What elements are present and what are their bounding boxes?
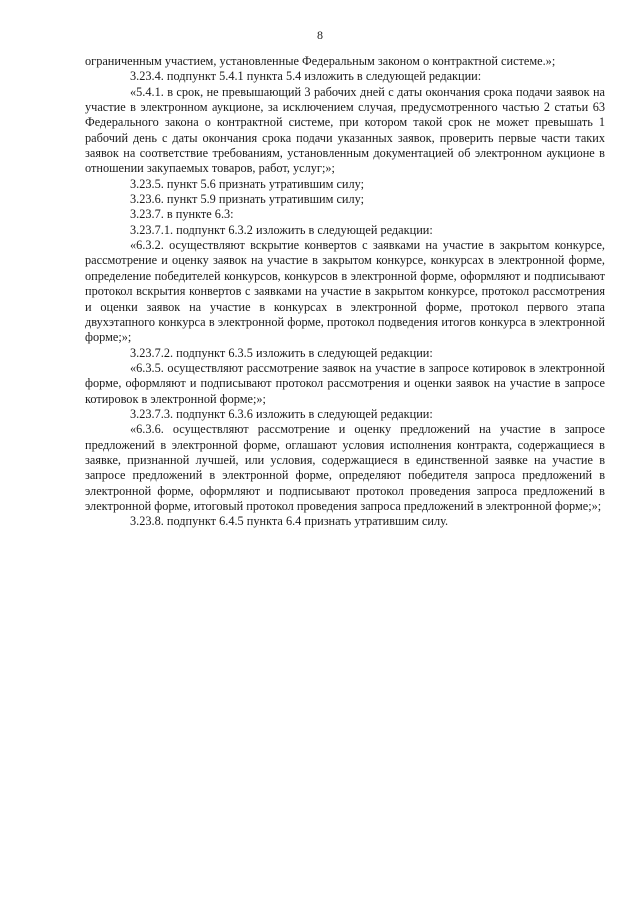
paragraph-3-23-7-1: 3.23.7.1. подпункт 6.3.2 изложить в следующей редакции: bbox=[130, 222, 433, 237]
paragraph-3-23-7-3: 3.23.7.3. подпункт 6.3.6 изложить в следующей редакции: bbox=[130, 406, 433, 421]
paragraph-3-23-7: 3.23.7. в пункте 6.3: bbox=[130, 207, 234, 222]
document-body bbox=[85, 54, 605, 530]
paragraph-quote-5-4-1: «5.4.1. в срок, не превышающий 3 рабочих дней с даты окончания срока подачи заявок на участие в электронном аукционе, за исключением случая, предусмотренного частью 2 статьи 63 Федерального закона о контрактной системе, при котором такой срок не может превышать 1 рабочий день с даты окончания срока подачи указанных заявок, проверить первые части таких заявок на соответствие требованиям, установленным документацией об электронном аукционе в отношении закупаемых товаров, работ, услуг;»; bbox=[85, 84, 605, 176]
paragraph-quote-6-3-2: «6.3.2. осуществляют вскрытие конвертов с заявками на участие в закрытом конкурсе, рассмотрение и оценку заявок на участие в закрытом конкурсе, конкурсах в электронной форме, определение победителей конкурсов, конкурсов в электронной форме, оформляют и подписывают протокол вскрытия конвертов с заявками на участие в закрытом конкурсе, протокол рассмотрения и оценки заявок на участие в конкурсах в электронной форме, протокол первого этапа двухэтапного конкурса в электронной форме, протокол подведения итогов конкурса в электронной форме;»; bbox=[85, 238, 605, 345]
paragraph-3-23-4: 3.23.4. подпункт 5.4.1 пункта 5.4 изложить в следующей редакции: bbox=[130, 69, 482, 84]
page-number: 8 bbox=[317, 28, 323, 42]
paragraph-continuation: ограниченным участием, установленные Федеральным законом о контрактной системе.»; bbox=[85, 54, 556, 68]
paragraph-3-23-8: 3.23.8. подпункт 6.4.5 пункта 6.4 признать утратившим силу. bbox=[130, 514, 449, 529]
paragraph-quote-6-3-6: «6.3.6. осуществляют рассмотрение и оценку предложений на участие в запросе предложений в электронной форме, оглашают условия исполнения контракта, содержащиеся в заявке, признанной лучшей, или условия, содержащиеся в единственной заявке на участие в запросе предложений в электронной форме, определяют победителя запроса предложений в электронной форме, оформляют и подписывают протокол проведения запроса предложений в электронной форме, итоговый протокол проведения запроса предложений в электронной форме;»; bbox=[85, 422, 605, 513]
paragraph-quote-6-3-5: «6.3.5. осуществляют рассмотрение заявок на участие в запросе котировок в электронной форме, оформляют и подписывают протокол рассмотрения и оценки заявок на участие в запросе котировок в электронной форме;»; bbox=[85, 360, 605, 406]
paragraph-3-23-7-2: 3.23.7.2. подпункт 6.3.5 изложить в следующей редакции: bbox=[130, 345, 433, 360]
paragraph-3-23-6: 3.23.6. пункт 5.9 признать утратившим силу; bbox=[130, 192, 365, 207]
paragraph-3-23-5: 3.23.5. пункт 5.6 признать утратившим силу; bbox=[130, 176, 365, 191]
